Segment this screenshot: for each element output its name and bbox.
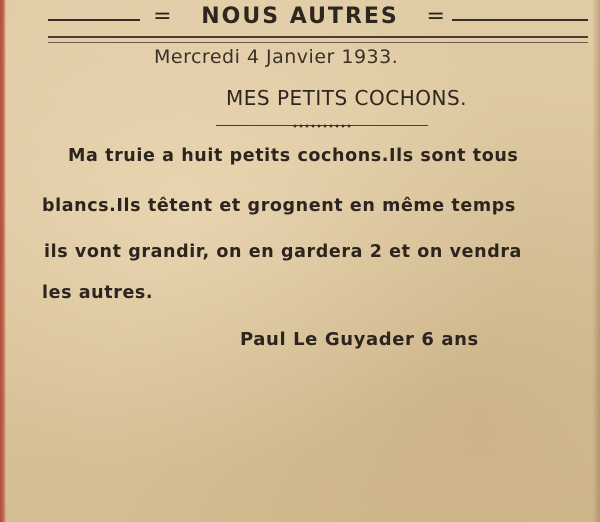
left-page-edge — [0, 0, 6, 522]
article-line-1: Ma truie a huit petits cochons.Ils sont tous — [68, 146, 519, 166]
article-line-2: blancs.Ils têtent et grognent en même temps — [42, 196, 516, 216]
header-title — [0, 4, 600, 29]
ornament-dots — [292, 123, 352, 129]
header-ornament-right: = — [426, 4, 447, 29]
title-ornament — [216, 123, 428, 129]
header-ornament-left: = — [153, 4, 174, 29]
article-line-4: les autres. — [42, 283, 154, 303]
author-signature: Paul Le Guyader 6 ans — [240, 329, 479, 350]
article-date: Mercredi 4 Janvier 1933. — [154, 46, 399, 68]
article-line-3: ils vont grandir, on en gardera 2 et on vendra — [44, 242, 522, 262]
header-rule — [48, 36, 588, 43]
header-dash-right — [452, 19, 588, 21]
header-title-text: NOUS AUTRES — [201, 4, 399, 29]
article-title: MES PETITS COCHONS. — [226, 86, 467, 110]
right-page-edge — [592, 0, 600, 522]
